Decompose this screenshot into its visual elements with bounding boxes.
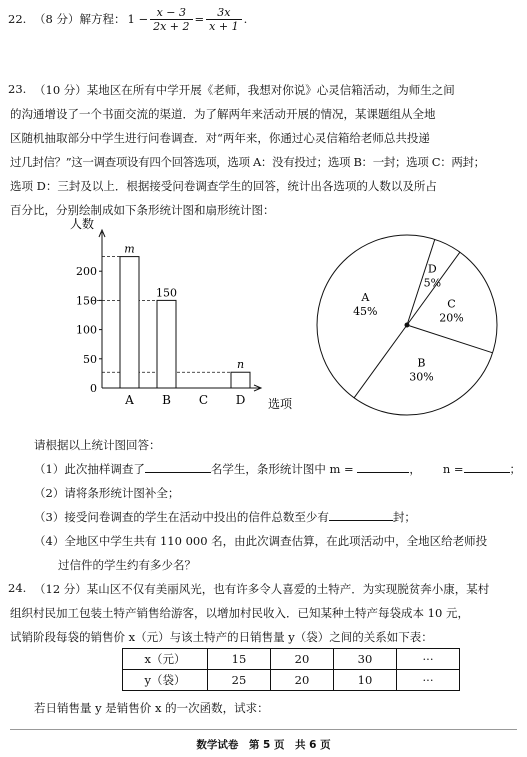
- q22-number: 22.: [8, 12, 27, 26]
- pie-slice-percent-D: 5%: [423, 276, 442, 290]
- q22-fraction-right: [206, 6, 241, 33]
- bar-D: [231, 372, 250, 388]
- pie-slice-percent-A: 45%: [353, 304, 378, 318]
- table-row: [123, 670, 460, 691]
- table-cell: ···: [397, 670, 460, 691]
- page-footer: 数学试卷 第 5 页 共 6 页: [196, 739, 331, 751]
- q23-line-3: 区随机抽取部分中学生进行问卷调查．对“两年来，你通过心灵信箱给老师总共投递: [10, 131, 430, 145]
- pie-center-dot: [405, 323, 410, 328]
- table-cell: 25: [208, 670, 271, 691]
- q23-line-2: 的沟通增设了一个书面交流的渠道．为了解两年来活动开展的情况，某课题组从全地: [10, 107, 436, 121]
- bar-data-label: m: [124, 242, 135, 256]
- pie-slice-percent-B: 30%: [409, 370, 434, 384]
- q23-sub3-a: （3）接受问卷调查的学生在活动中投出的信件总数至少有: [34, 510, 329, 524]
- q22-equation: [34, 4, 247, 34]
- bar-data-label: n: [236, 358, 245, 372]
- q23-sub2: （2）请将条形统计图补全；: [34, 486, 180, 500]
- footer-divider: [10, 729, 517, 730]
- q22-frac2-numerator: 3x: [206, 6, 241, 20]
- x-tick-label: B: [162, 393, 171, 407]
- q23-sub1-c: ，: [409, 462, 421, 476]
- q22-head: （8 分）解方程：: [34, 12, 126, 26]
- answer-blank-letters[interactable]: [329, 510, 393, 521]
- q23-sub1: [34, 461, 521, 477]
- q23-sub1-a: （1）此次抽样调查了: [34, 462, 145, 476]
- pie-slice-label-D: D: [427, 262, 437, 276]
- y-axis-label: 人数: [70, 218, 95, 231]
- q22-equals: =: [194, 12, 205, 26]
- pie-slice-label-A: A: [361, 290, 370, 304]
- answer-blank-total[interactable]: [145, 462, 211, 473]
- q23-sub3-b: 封；: [392, 510, 416, 524]
- y-tick-label: 0: [90, 382, 97, 395]
- x-axis-label: 选项: [268, 397, 293, 411]
- q23-line-5: 选项 D：三封及以上．根据接受问卷调查学生的回答，统计出各选项的人数以及所占: [10, 179, 437, 193]
- pie-slice-label-C: C: [447, 297, 456, 311]
- q23-line-1: （10 分）某地区在所有中学开展《老师，我想对你说》心灵信箱活动，为师生之间: [34, 83, 455, 97]
- q23-sub4-line-1: （4）全地区中学生共有 110 000 名，由此次调查估算，在此项活动中，全地区给老师投: [34, 534, 488, 548]
- table-row: [123, 649, 460, 670]
- price-sales-table: [122, 648, 460, 691]
- q24-line-1: （12 分）某山区不仅有美丽风光，也有许多令人喜爱的土特产．为实现脱贫奔小康，某村: [34, 582, 490, 596]
- pie-chart: [312, 230, 502, 420]
- q22-one: 1 −: [127, 12, 149, 26]
- y-tick-label: 150: [76, 294, 97, 308]
- bar-A: [120, 257, 139, 388]
- answer-blank-n[interactable]: [464, 462, 510, 473]
- table-cell: x（元）: [123, 649, 208, 670]
- table-cell: y（袋）: [123, 670, 208, 691]
- table-cell: 20: [271, 649, 334, 670]
- y-tick-label: 50: [83, 352, 97, 366]
- q23-sub1-b: 名学生，条形统计图中 m =: [210, 462, 354, 476]
- pie-slice-percent-C: 20%: [439, 311, 464, 325]
- bar-B: [157, 300, 176, 388]
- q22-frac1-numerator: x − 3: [150, 6, 192, 20]
- q24-line-3: 试销阶段每袋的销售价 x（元）与该土特产的日销售量 y（袋）之间的关系如下表：: [10, 630, 433, 644]
- q22-fraction-left: [150, 6, 192, 33]
- bar-data-label: 150: [156, 286, 177, 300]
- q23-sub3: [34, 509, 416, 525]
- table-cell: ···: [397, 649, 460, 670]
- q23-sub1-e: ；: [509, 462, 522, 476]
- answer-blank-m[interactable]: [357, 462, 409, 473]
- x-tick-label: C: [198, 393, 209, 407]
- q23-number: 23.: [8, 82, 27, 96]
- q23-line-4: 过几封信？”这一调查项设有四个回答选项，选项 A：没有投过；选项 B：一封；选项 C：两封；: [10, 155, 485, 169]
- y-tick-label: 100: [76, 323, 97, 337]
- table-cell: 10: [334, 670, 397, 691]
- q23-prompt: 请根据以上统计图回答：: [34, 438, 161, 452]
- table-cell: 30: [334, 649, 397, 670]
- q24-line-2: 组织村民加工包装土特产销售给游客，以增加村民收入．已知某种土特产每袋成本 10 元，: [10, 606, 469, 620]
- table-cell: 15: [208, 649, 271, 670]
- q24-line-4: 若日销售量 y 是销售价 x 的一次函数，试求：: [34, 701, 269, 715]
- q22-frac1-denominator: 2x + 2: [153, 19, 190, 33]
- pie-slice-label-B: B: [417, 356, 426, 370]
- bar-chart: [60, 218, 300, 418]
- q24-number: 24.: [8, 581, 27, 595]
- q22-period: .: [243, 12, 248, 26]
- q22-frac2-denominator: x + 1: [209, 19, 239, 33]
- q23-line-6: 百分比，分别绘制成如下条形统计图和扇形统计图：: [10, 203, 275, 217]
- x-tick-label: D: [235, 393, 246, 407]
- x-tick-label: A: [125, 393, 134, 407]
- q23-sub1-d: n =: [442, 462, 464, 476]
- y-tick-label: 200: [76, 265, 97, 279]
- table-cell: 20: [271, 670, 334, 691]
- q23-sub4-line-2: 过信件的学生约有多少名？: [58, 558, 196, 572]
